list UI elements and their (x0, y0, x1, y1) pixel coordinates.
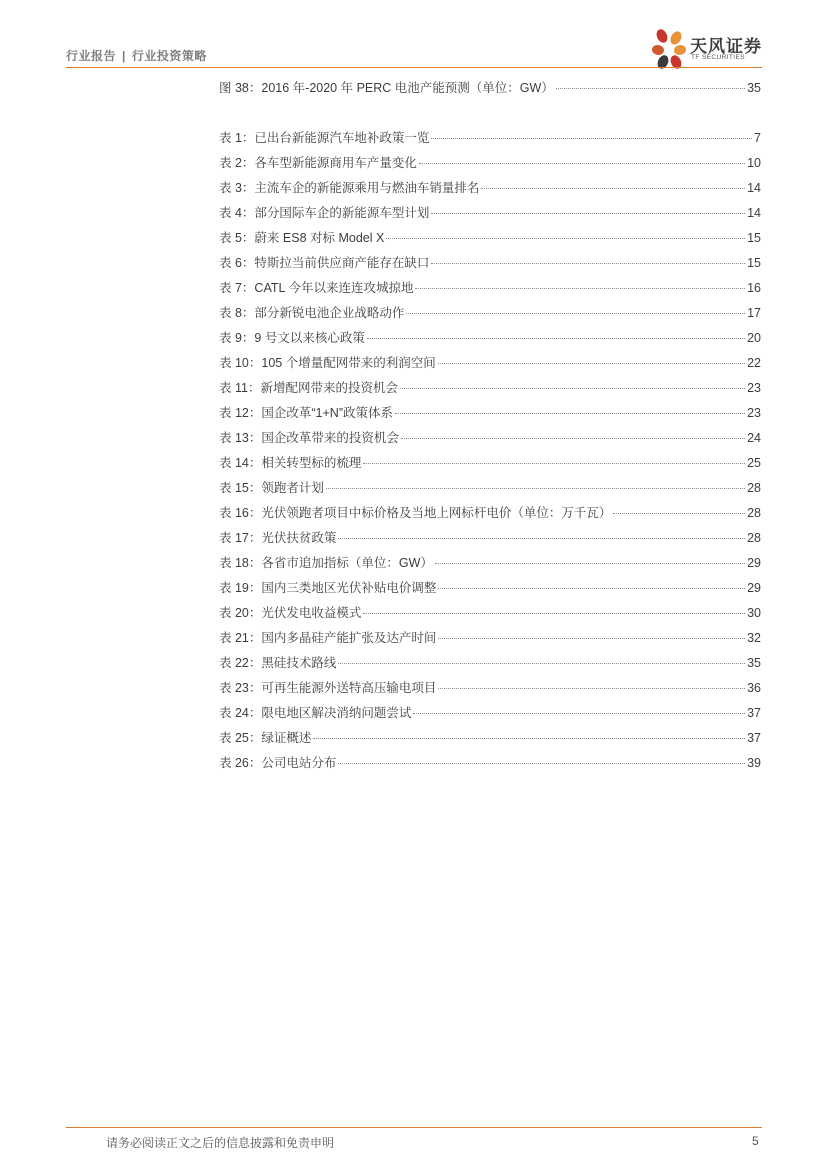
toc-entry-label: 表 9：9 号文以来核心政策 (219, 331, 365, 345)
toc-entry-label: 表 8：部分新锐电池企业战略动作 (219, 306, 405, 320)
toc-entry-page: 32 (747, 631, 761, 645)
toc-entry-page: 17 (747, 306, 761, 320)
toc-dot-leader (386, 238, 745, 239)
toc-dot-leader (338, 663, 745, 664)
toc-table-entry[interactable] (219, 278, 761, 303)
toc-entry-page: 10 (747, 156, 761, 170)
toc-dot-leader (431, 138, 752, 139)
toc-dot-leader (438, 588, 745, 589)
toc-entry-page: 39 (747, 756, 761, 770)
toc-table-entry[interactable] (219, 378, 761, 403)
toc-entry-page: 23 (747, 406, 761, 420)
toc-entry-page: 30 (747, 606, 761, 620)
toc-entry-label: 表 15：领跑者计划 (219, 481, 324, 495)
header-breadcrumb (66, 47, 207, 64)
toc-entry-page: 28 (747, 481, 761, 495)
toc-table-entry[interactable] (219, 703, 761, 728)
toc-table-entry[interactable] (219, 603, 761, 628)
toc-entry-label: 表 11：新增配网带来的投资机会 (219, 381, 398, 395)
toc-entry-page: 22 (747, 356, 761, 370)
toc-entry-page: 20 (747, 331, 761, 345)
toc-dot-leader (431, 213, 745, 214)
toc-entry-page: 24 (747, 431, 761, 445)
toc-entry-page: 35 (747, 656, 761, 670)
toc-dot-leader (326, 488, 745, 489)
toc-entry-label: 表 18：各省市追加指标（单位：GW） (219, 556, 433, 570)
footer-disclaimer: 请务必阅读正文之后的信息披露和免责申明 (106, 1136, 335, 1150)
toc-entry-page: 14 (747, 206, 761, 220)
toc-dot-leader (413, 713, 745, 714)
toc-entry-label: 表 4：部分国际车企的新能源车型计划 (219, 206, 430, 220)
toc-table-list (219, 128, 761, 778)
toc-section-gap (219, 103, 761, 128)
logo-flower-icon (650, 28, 690, 72)
toc-entry-label: 表 2：各车型新能源商用车产量变化 (219, 156, 417, 170)
toc-table-entry[interactable] (219, 253, 761, 278)
toc-table-entry[interactable] (219, 628, 761, 653)
header-divider (66, 67, 762, 68)
logo-name-cn: 天风证券 (690, 37, 762, 56)
toc-entry-label: 表 3：主流车企的新能源乘用与燃油车销量排名 (219, 181, 480, 195)
toc-dot-leader (338, 538, 745, 539)
toc-dot-leader (438, 363, 745, 364)
toc-table-entry[interactable] (219, 178, 761, 203)
toc-dot-leader (556, 88, 745, 89)
toc-entry-page: 25 (747, 456, 761, 470)
table-of-contents (219, 78, 761, 778)
toc-table-entry[interactable] (219, 553, 761, 578)
report-type-label: 行业报告 (66, 49, 117, 63)
toc-table-entry[interactable] (219, 528, 761, 553)
toc-entry-page: 16 (747, 281, 761, 295)
toc-dot-leader (401, 438, 745, 439)
logo-name-en: TF SECURITIES (691, 54, 745, 61)
toc-entry-label: 表 14：相关转型标的梳理 (219, 456, 362, 470)
toc-dot-leader (363, 463, 745, 464)
toc-dot-leader (406, 313, 745, 314)
toc-entry-label: 表 20：光伏发电收益模式 (219, 606, 362, 620)
toc-table-entry[interactable] (219, 428, 761, 453)
toc-entry-page: 37 (747, 706, 761, 720)
toc-dot-leader (435, 563, 745, 564)
toc-dot-leader (313, 738, 745, 739)
toc-entry-page: 29 (747, 556, 761, 570)
toc-entry-label: 表 13：国企改革带来的投资机会 (219, 431, 399, 445)
toc-entry-label: 表 12：国企改革“1+N”政策体系 (219, 406, 393, 420)
toc-table-entry[interactable] (219, 728, 761, 753)
toc-entry-page: 15 (747, 231, 761, 245)
toc-table-entry[interactable] (219, 203, 761, 228)
toc-entry-label: 表 26：公司电站分布 (219, 756, 337, 770)
toc-entry-label: 表 22：黑硅技术路线 (219, 656, 337, 670)
toc-dot-leader (438, 638, 745, 639)
footer-divider (66, 1127, 762, 1128)
toc-dot-leader (415, 288, 745, 289)
toc-table-entry[interactable] (219, 128, 761, 153)
toc-entry-page: 7 (754, 131, 761, 145)
company-logo (650, 28, 764, 72)
toc-dot-leader (338, 763, 745, 764)
toc-entry-page: 29 (747, 581, 761, 595)
toc-dot-leader (438, 688, 745, 689)
toc-table-entry[interactable] (219, 153, 761, 178)
toc-dot-leader (613, 513, 745, 514)
toc-table-entry[interactable] (219, 328, 761, 353)
toc-table-entry[interactable] (219, 578, 761, 603)
toc-dot-leader (431, 263, 745, 264)
toc-table-entry[interactable] (219, 353, 761, 378)
toc-entry-label: 表 17：光伏扶贫政策 (219, 531, 337, 545)
toc-entry-page: 14 (747, 181, 761, 195)
report-category-label: 行业投资策略 (131, 49, 207, 63)
toc-table-entry[interactable] (219, 403, 761, 428)
toc-table-entry[interactable] (219, 753, 761, 778)
toc-table-entry[interactable] (219, 478, 761, 503)
toc-entry-label: 表 19：国内三类地区光伏补贴电价调整 (219, 581, 437, 595)
page-number: 5 (752, 1134, 759, 1148)
toc-entry-page: 35 (747, 81, 761, 95)
toc-entry-page: 23 (747, 381, 761, 395)
toc-entry-label: 表 25：绿证概述 (219, 731, 312, 745)
toc-entry-label: 表 6：特斯拉当前供应商产能存在缺口 (219, 256, 430, 270)
header-separator: | (122, 49, 126, 63)
toc-figure-entry[interactable] (219, 78, 761, 103)
toc-table-entry[interactable] (219, 503, 761, 528)
toc-entry-page: 15 (747, 256, 761, 270)
toc-entry-label: 表 5：蔚来 ES8 对标 Model X (219, 231, 385, 245)
toc-entry-label: 表 7：CATL 今年以来连连攻城掠地 (219, 281, 414, 295)
toc-dot-leader (481, 188, 745, 189)
toc-dot-leader (419, 163, 745, 164)
toc-dot-leader (367, 338, 745, 339)
toc-entry-label: 表 23：可再生能源外送特高压输电项目 (219, 681, 437, 695)
toc-dot-leader (400, 388, 745, 389)
toc-table-entry[interactable] (219, 453, 761, 478)
toc-table-entry[interactable] (219, 303, 761, 328)
toc-entry-page: 28 (747, 531, 761, 545)
toc-entry-label: 表 1：已出台新能源汽车地补政策一览 (219, 131, 430, 145)
toc-entry-label: 表 21：国内多晶硅产能扩张及达产时间 (219, 631, 437, 645)
toc-dot-leader (363, 613, 745, 614)
toc-entry-page: 37 (747, 731, 761, 745)
toc-entry-label: 图 38：2016 年-2020 年 PERC 电池产能预测（单位：GW） (219, 81, 554, 95)
toc-table-entry[interactable] (219, 228, 761, 253)
toc-dot-leader (395, 413, 745, 414)
toc-entry-label: 表 24：限电地区解决消纳问题尝试 (219, 706, 412, 720)
toc-table-entry[interactable] (219, 678, 761, 703)
toc-entry-page: 28 (747, 506, 761, 520)
toc-entry-label: 表 10：105 个增量配网带来的利润空间 (219, 356, 436, 370)
toc-table-entry[interactable] (219, 653, 761, 678)
toc-entry-label: 表 16：光伏领跑者项目中标价格及当地上网标杆电价（单位：万千瓦） (219, 506, 612, 520)
toc-entry-page: 36 (747, 681, 761, 695)
